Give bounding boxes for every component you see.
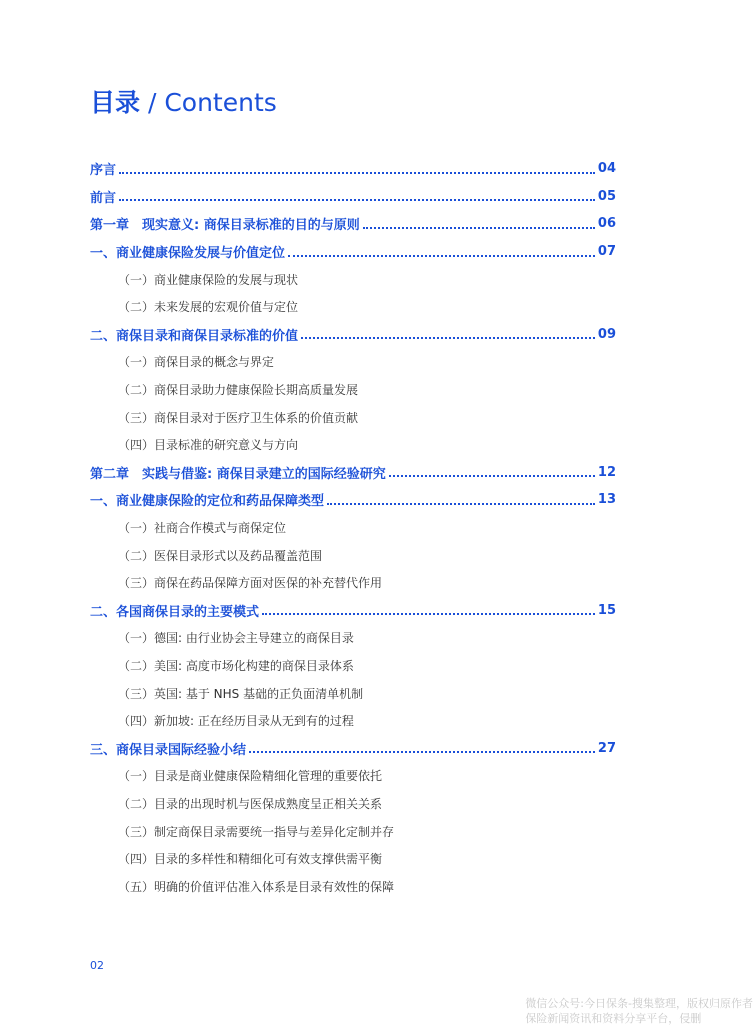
toc-entry-label: （二）医保目录形式以及药品覆盖范围: [118, 548, 323, 563]
toc-entry-page: 05: [597, 188, 616, 204]
toc-entry-label: （三）英国: 基于 NHS 基础的正负面清单机制: [118, 686, 364, 701]
dot-leader: [249, 751, 595, 753]
toc-entry-label: 一、商业健康保险的定位和药品保障类型: [90, 494, 325, 510]
toc-entry-sub[interactable]: [90, 514, 616, 542]
toc-entry-label: （二）未来发展的宏观价值与定位: [118, 300, 299, 315]
toc-entry-sub[interactable]: [90, 652, 616, 680]
toc-entry-sub[interactable]: [90, 872, 616, 900]
toc-entry-page: 13: [597, 492, 616, 508]
toc-entry-sub[interactable]: [90, 293, 616, 321]
toc-entry-sub[interactable]: [90, 845, 616, 873]
dot-leader: [119, 172, 595, 174]
title-english: / Contents: [147, 88, 277, 117]
toc-entry-page: 09: [597, 326, 616, 342]
toc-entry-label: 一、商业健康保险发展与价值定位: [90, 246, 286, 262]
toc-entry-page: 15: [597, 602, 616, 618]
toc-entry-sub[interactable]: [90, 817, 616, 845]
toc-entry-sub[interactable]: [90, 679, 616, 707]
watermark-line-2: 保险新闻资讯和资料分享平台，侵删: [525, 1012, 702, 1025]
toc-entry-sub[interactable]: [90, 376, 616, 404]
toc-entry-sub[interactable]: [90, 762, 616, 790]
dot-leader: [119, 199, 595, 201]
toc-entry-label: 二、商保目录和商保目录标准的价值: [90, 328, 299, 344]
toc-entry-sub[interactable]: [90, 348, 616, 376]
toc-entry-page: 06: [597, 216, 616, 232]
toc-entry-page: 27: [597, 740, 616, 756]
page-title: [90, 86, 277, 120]
toc-entry-label: 序言: [90, 163, 117, 179]
toc-entry-label: 三、商保目录国际经验小结: [90, 742, 247, 758]
toc-entry-sub[interactable]: [90, 569, 616, 597]
toc-entry-major[interactable]: [90, 321, 616, 349]
toc-entry-label: 二、各国商保目录的主要模式: [90, 604, 260, 620]
toc-entry-major[interactable]: [90, 597, 616, 625]
toc-entry-label: （五）明确的价值评估准入体系是目录有效性的保障: [118, 879, 395, 894]
title-chinese: 目录: [90, 88, 141, 117]
toc-entry-label: （一）社商合作模式与商保定位: [118, 521, 287, 536]
toc-entry-sub[interactable]: [90, 624, 616, 652]
toc-entry-page: 07: [597, 244, 616, 260]
toc-entry-sub[interactable]: [90, 265, 616, 293]
toc-entry-label: （四）目录的多样性和精细化可有效支撑供需平衡: [118, 852, 383, 867]
dot-leader: [262, 613, 595, 615]
watermark-line-1: 微信公众号:今日保条-搜集整理，版权归原作者: [525, 997, 753, 1010]
toc-entry-label: （三）商保在药品保障方面对医保的补充替代作用: [118, 576, 383, 591]
toc-entry-page: 12: [597, 464, 616, 480]
toc-entry-major[interactable]: [90, 486, 616, 514]
toc-entry-label: （一）商保目录的概念与界定: [118, 355, 275, 370]
toc-entry-page: 04: [597, 161, 616, 177]
toc-entry-major[interactable]: [90, 210, 616, 238]
toc-entry-label: （四）目录标准的研究意义与方向: [118, 438, 299, 453]
watermark: [525, 996, 753, 1026]
toc-entry-label: （一）德国: 由行业协会主导建立的商保目录: [118, 631, 354, 646]
page-number: 02: [90, 959, 104, 972]
toc-entry-label: （二）目录的出现时机与医保成熟度呈正相关关系: [118, 796, 383, 811]
toc-entry-sub[interactable]: [90, 403, 616, 431]
toc-entry-sub[interactable]: [90, 541, 616, 569]
dot-leader: [301, 337, 595, 339]
toc-entry-major[interactable]: [90, 183, 616, 211]
toc-entry-sub[interactable]: [90, 431, 616, 459]
toc-entry-major[interactable]: [90, 238, 616, 266]
toc-entry-label: （二）美国: 高度市场化构建的商保目录体系: [118, 658, 354, 673]
toc-entry-label: （二）商保目录助力健康保险长期高质量发展: [118, 383, 359, 398]
toc-entry-label: 第二章 实践与借鉴: 商保目录建立的国际经验研究: [90, 466, 386, 482]
toc-entry-label: 前言: [90, 190, 117, 206]
toc-entry-major[interactable]: [90, 155, 616, 183]
dot-leader: [327, 503, 595, 505]
toc-entry-major[interactable]: [90, 734, 616, 762]
toc-entry-sub[interactable]: [90, 707, 616, 735]
toc-entry-label: 第一章 现实意义: 商保目录标准的目的与原则: [90, 218, 360, 234]
toc-entry-major[interactable]: [90, 459, 616, 487]
toc-entry-label: （一）商业健康保险的发展与现状: [118, 272, 299, 287]
toc-entry-label: （一）目录是商业健康保险精细化管理的重要依托: [118, 769, 383, 784]
table-of-contents: [90, 155, 616, 900]
dot-leader: [389, 475, 595, 477]
toc-entry-label: （三）商保目录对于医疗卫生体系的价值贡献: [118, 410, 359, 425]
toc-entry-label: （三）制定商保目录需要统一指导与差异化定制并存: [118, 824, 395, 839]
toc-entry-sub[interactable]: [90, 790, 616, 818]
dot-leader: [363, 227, 595, 229]
dot-leader: [288, 255, 595, 257]
toc-entry-label: （四）新加坡: 正在经历目录从无到有的过程: [118, 714, 354, 729]
